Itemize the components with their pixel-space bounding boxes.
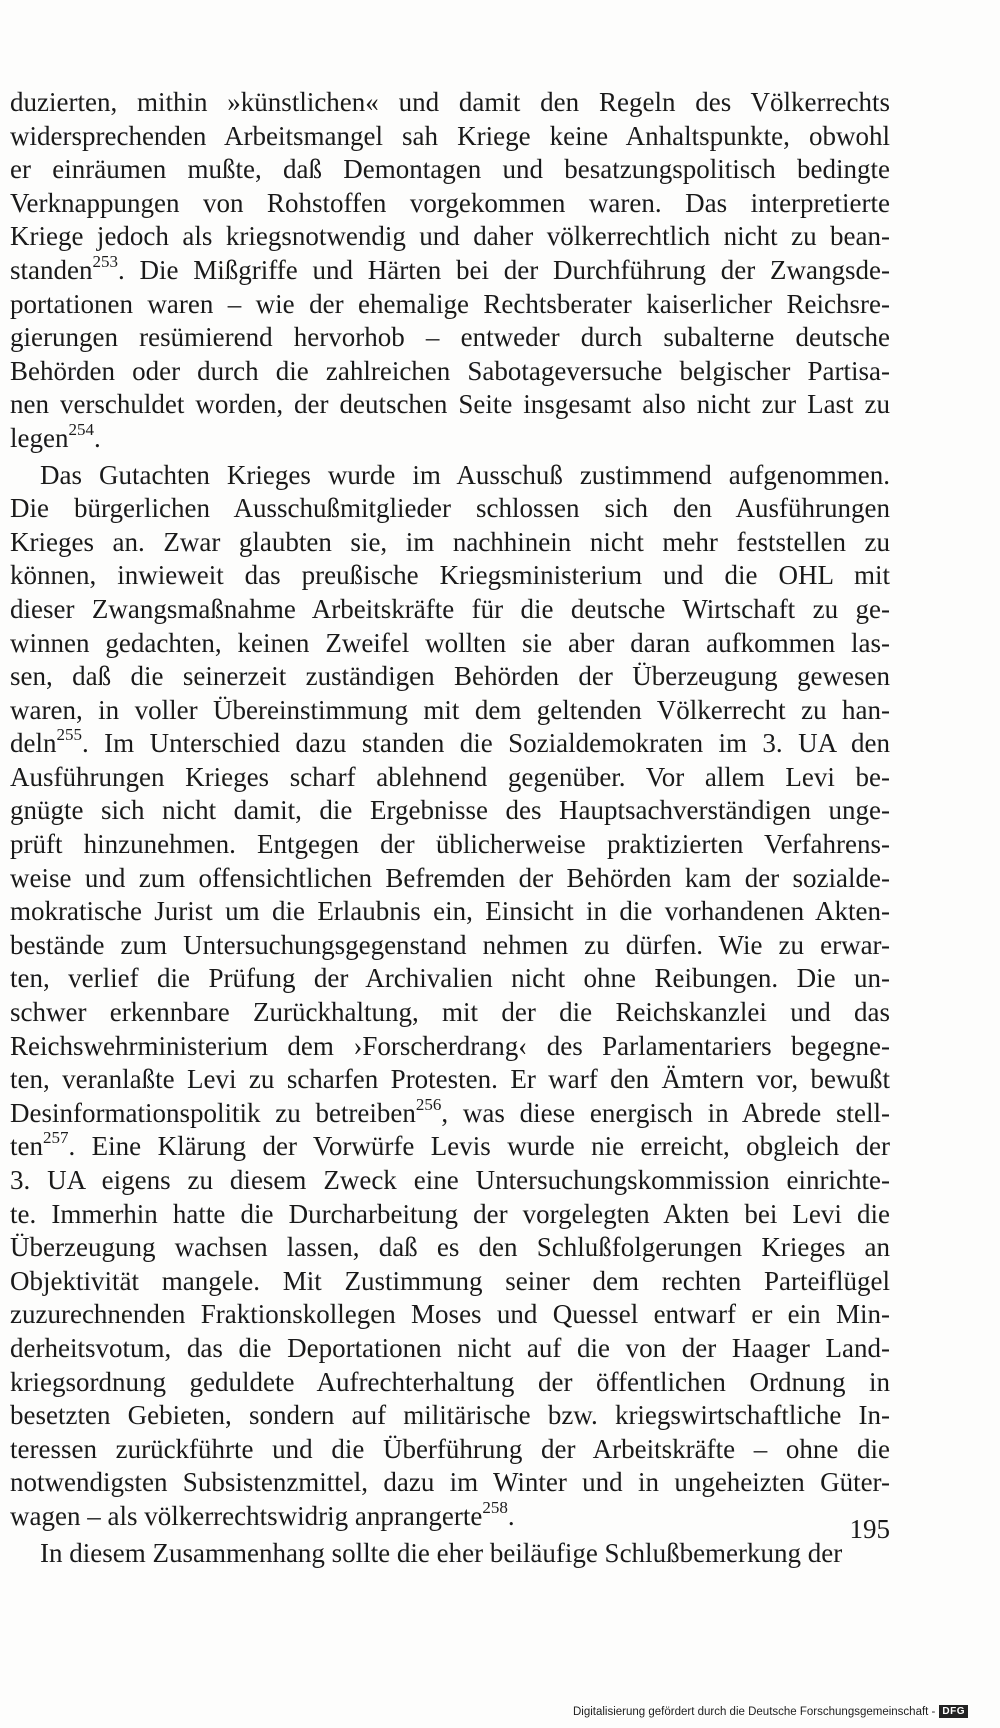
digitization-credit — [573, 1705, 968, 1718]
text-line — [10, 1332, 890, 1366]
line-text: ten — [10, 1131, 43, 1162]
line-text: dieser Zwangsmaßnahme Arbeitskräfte für die deutsche Wirtschaft zu ge- — [10, 593, 890, 624]
line-text: sen, daß die seinerzeit zuständigen Behörden der Überzeugung gewesen — [10, 661, 890, 692]
line-text: bestände zum Untersuchungsgegenstand nehmen zu dürfen. Wie zu erwar- — [10, 929, 890, 960]
line-text: Krieges an. Zwar glaubten sie, im nachhinein nicht mehr feststellen zu — [10, 526, 890, 557]
line-text: Objektivität mangele. Mit Zustimmung seiner dem rechten Parteiflügel — [10, 1265, 890, 1296]
line-text: In diesem Zusammenhang sollte die eher beiläufige Schlußbemerkung der — [40, 1537, 843, 1568]
line-text: Verknappungen von Rohstoffen vorgekommen waren. Das interpretierte — [10, 187, 890, 218]
line-text: Ausführungen Krieges scharf ablehnend gegenüber. Vor allem Levi be- — [10, 761, 890, 792]
text-line — [10, 187, 890, 221]
text-line — [10, 422, 890, 456]
line-text-continued: . Die Mißgriffe und Härten bei der Durchführung der Zwangsde- — [117, 254, 890, 285]
line-text: te. Immerhin hatte die Durcharbeitung der vorgelegten Akten bei Levi die — [10, 1198, 890, 1229]
text-line — [10, 1063, 890, 1097]
text-line — [10, 254, 890, 288]
line-text: derheitsvotum, das die Deportationen nicht auf die von der Haager Land- — [10, 1332, 890, 1363]
body-text — [10, 86, 890, 1570]
text-line — [10, 1366, 890, 1400]
text-line — [10, 627, 890, 661]
text-line — [10, 153, 890, 187]
text-line — [10, 1130, 890, 1164]
text-line — [10, 1231, 890, 1265]
text-line — [10, 220, 890, 254]
text-line — [10, 1265, 890, 1299]
line-text-continued: . — [507, 1500, 515, 1531]
footnote-reference: 257 — [43, 1130, 69, 1148]
text-line — [10, 459, 890, 493]
line-text: weise und zum offensichtlichen Befremden der Behörden kam der sozialde- — [10, 862, 890, 893]
text-line — [10, 593, 890, 627]
line-text: prüft hinzunehmen. Entgegen der üblicherweise praktizierten Verfahrens- — [10, 829, 890, 860]
line-text: 3. UA eigens zu diesem Zweck eine Untersuchungskommission einrichte- — [10, 1165, 890, 1195]
line-text: teressen zurückführte und die Überführung der Arbeitskräfte – ohne die — [10, 1433, 890, 1464]
line-text: besetzten Gebieten, sondern auf militärische bzw. kriegswirtschaftliche In- — [10, 1400, 890, 1431]
text-line — [10, 559, 890, 593]
text-line — [10, 526, 890, 560]
line-text: schwer erkennbare Zurückhaltung, mit der die Reichskanzlei und das — [10, 997, 890, 1028]
text-line — [10, 761, 890, 795]
line-text: widersprechenden Arbeitsmangel sah Kriege keine Anhaltspunkte, obwohl — [10, 120, 890, 151]
line-text-continued: . — [93, 422, 101, 453]
line-text: er einräumen mußte, daß Demontagen und besatzungspolitisch bedingte — [10, 154, 890, 185]
text-line — [10, 862, 890, 896]
text-line — [10, 388, 890, 422]
text-line — [10, 321, 890, 355]
text-line — [10, 492, 890, 526]
line-text: winnen gedachten, keinen Zweifel wollten sie aber daran aufkommen las- — [10, 627, 890, 658]
footnote-reference: 256 — [415, 1096, 442, 1114]
line-text: mokratische Jurist um die Erlaubnis ein, Einsicht in die vorhandenen Akten- — [10, 896, 890, 927]
line-text: zuzurechnenden Fraktionskollegen Moses und Quessel entwarf er ein Min- — [10, 1299, 890, 1330]
footnote-reference: 258 — [482, 1499, 508, 1517]
line-text: deln — [10, 728, 57, 759]
text-line — [10, 355, 890, 389]
credit-text: Digitalisierung gefördert durch die Deutsche Forschungsgemeinschaft - — [572, 1705, 936, 1718]
line-text: Das Gutachten Krieges wurde im Ausschuß zustimmend aufgenommen. — [40, 459, 890, 490]
footnote-reference: 254 — [68, 421, 94, 439]
text-line — [10, 1500, 890, 1534]
text-line — [10, 895, 890, 929]
line-text: kriegsordnung geduldete Aufrechterhaltung der öffentlichen Ordnung in — [10, 1366, 890, 1397]
text-line — [10, 660, 890, 694]
page-number: 195 — [849, 1514, 890, 1544]
line-text: Behörden oder durch die zahlreichen Sabotageversuche belgischer Partisa- — [10, 355, 890, 386]
text-line — [10, 996, 890, 1030]
text-line — [10, 288, 890, 322]
footnote-reference: 253 — [92, 253, 118, 271]
line-text: Überzeugung wachsen lassen, daß es den Schlußfolgerungen Krieges an — [10, 1232, 890, 1263]
line-text: Kriege jedoch als kriegsnotwendig und daher völkerrechtlich nicht zu bean- — [10, 221, 890, 252]
line-text-continued: . Im Unterschied dazu standen die Sozialdemokraten im 3. UA den — [82, 728, 890, 759]
line-text: notwendigsten Subsistenzmittel, dazu im Winter und in ungeheizten Güter- — [10, 1467, 890, 1498]
line-text: können, inwieweit das preußische Kriegsministerium und die OHL mit — [10, 560, 890, 591]
text-line — [10, 794, 890, 828]
line-text-continued: , was diese energisch in Abrede stell- — [441, 1097, 890, 1128]
text-line — [10, 929, 890, 963]
text-line — [10, 1537, 890, 1571]
line-text: Die bürgerlichen Ausschußmitglieder schlossen sich den Ausführungen — [10, 493, 890, 524]
line-text: legen — [10, 422, 69, 453]
footnote-reference: 255 — [56, 727, 82, 745]
line-text: Reichswehrministerium dem ›Forscherdrang‹ des Parlamentariers begegne- — [10, 1030, 890, 1061]
line-text: duzierten, mithin »künstlichen« und damit den Regeln des Völkerrechts — [10, 87, 890, 117]
text-line — [10, 1097, 890, 1131]
line-text: portationen waren – wie der ehemalige Rechtsberater kaiserlicher Reichsre- — [10, 288, 890, 319]
line-text: nen verschuldet worden, der deutschen Seite insgesamt also nicht zur Last zu — [10, 389, 890, 420]
text-line — [10, 694, 890, 728]
text-line — [10, 962, 890, 996]
line-text-continued: . Eine Klärung der Vorwürfe Levis wurde nie erreicht, obgleich der — [68, 1131, 890, 1162]
line-text: gnügte sich nicht damit, die Ergebnisse des Hauptsachverständigen unge- — [10, 795, 890, 826]
dfg-logo: DFG — [939, 1705, 968, 1718]
line-text: Desinformationspolitik zu betreiben — [10, 1097, 416, 1128]
text-line — [10, 1164, 890, 1198]
line-text: wagen – als völkerrechtswidrig anprangerte — [10, 1500, 483, 1531]
text-line — [10, 1399, 890, 1433]
line-text: waren, in voller Übereinstimmung mit dem geltenden Völkerrecht zu han- — [10, 694, 890, 725]
text-line — [10, 1030, 890, 1064]
text-line — [10, 86, 890, 120]
text-line — [10, 1433, 890, 1467]
text-line — [10, 1298, 890, 1332]
text-line — [10, 727, 890, 761]
line-text: gierungen resümierend hervorhob – entweder durch subalterne deutsche — [10, 322, 890, 353]
text-line — [10, 828, 890, 862]
line-text: ten, verlief die Prüfung der Archivalien nicht ohne Reibungen. Die un- — [10, 963, 890, 994]
text-line — [10, 1198, 890, 1232]
line-text: standen — [10, 254, 93, 285]
text-line — [10, 1466, 890, 1500]
line-text: ten, veranlaßte Levi zu scharfen Protesten. Er warf den Ämtern vor, bewußt — [10, 1064, 890, 1095]
text-line — [10, 120, 890, 154]
